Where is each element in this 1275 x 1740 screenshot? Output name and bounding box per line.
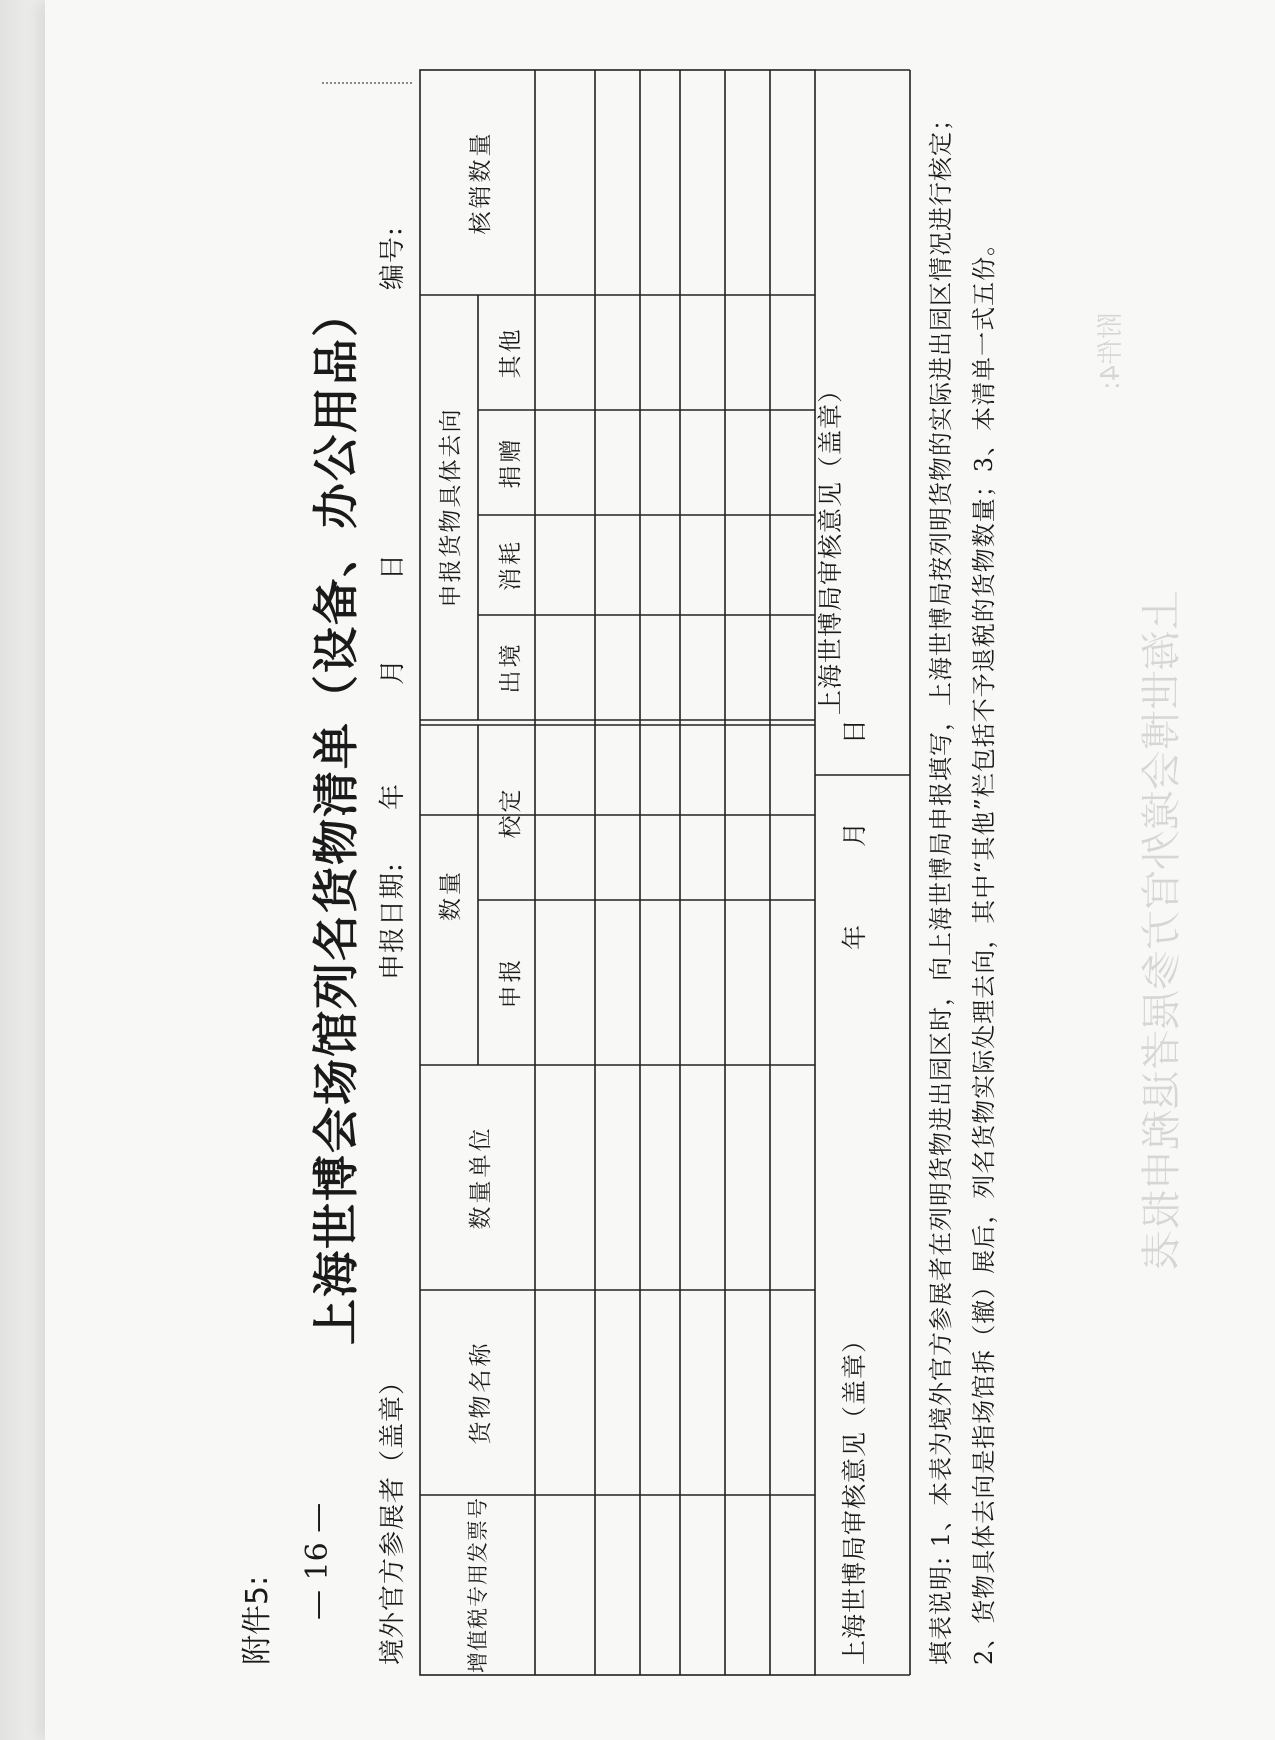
review-date-year: 年 — [840, 924, 869, 950]
col-header-exit: 出境 — [498, 641, 524, 694]
attachment-label: 附件5: — [240, 1575, 275, 1665]
review-date-day: 日 — [840, 719, 869, 745]
col-header-goods-name: 货物名称 — [468, 1340, 494, 1445]
review-opinion-left-label: 上海世博局审核意见（盖章） — [840, 1326, 869, 1665]
col-header-approved: 校定 — [498, 786, 524, 839]
col-header-written-off: 核销数量 — [468, 130, 494, 235]
col-header-invoice: 增值税专用发票号 — [466, 1497, 490, 1673]
serial-number-label: 编号: — [378, 226, 408, 290]
filling-instructions: 填表说明: 1、本表为境外官方参展者在列明货物进出园区时，向上海世博局申报填写，上海世博局按列明货物的实际进出园区情况进行核定；2、货物具体去向是指场馆拆（撤）展后，列名货物实际处理去向，其中“其他”栏包括不予退税的货物数量；3、本清单一式五份。 — [927, 106, 998, 1665]
col-header-quantity: 数量 — [438, 869, 464, 921]
col-header-donated: 捐赠 — [498, 436, 524, 489]
col-header-destination: 申报货物具体去向 — [438, 407, 464, 608]
review-date-month: 月 — [840, 822, 869, 848]
exhibitor-label: 境外官方参展者（盖章） — [378, 1367, 408, 1665]
col-header-declared: 申报 — [498, 956, 524, 1009]
bleed-through-label: 附件4: — [1096, 312, 1126, 390]
date-year-label: 年 — [378, 783, 408, 810]
date-month-label: 月 — [378, 658, 408, 685]
form-title: 上海世博会场馆列名货物清单（设备、办公用品） — [309, 289, 363, 1345]
review-opinion-right-label: 上海世博局审核意见（盖章） — [816, 376, 845, 715]
col-header-unit: 数量单位 — [468, 1125, 494, 1230]
bleed-through-title: 上海世博会境外官方参展者退税申报表 — [1139, 590, 1185, 1270]
page-number: — 16 — — [300, 1502, 335, 1620]
col-header-consumed: 消耗 — [498, 539, 524, 591]
declaration-date-label: 申报日期: — [378, 862, 408, 980]
col-header-other: 其他 — [498, 326, 524, 379]
date-day-label: 日 — [378, 553, 408, 580]
